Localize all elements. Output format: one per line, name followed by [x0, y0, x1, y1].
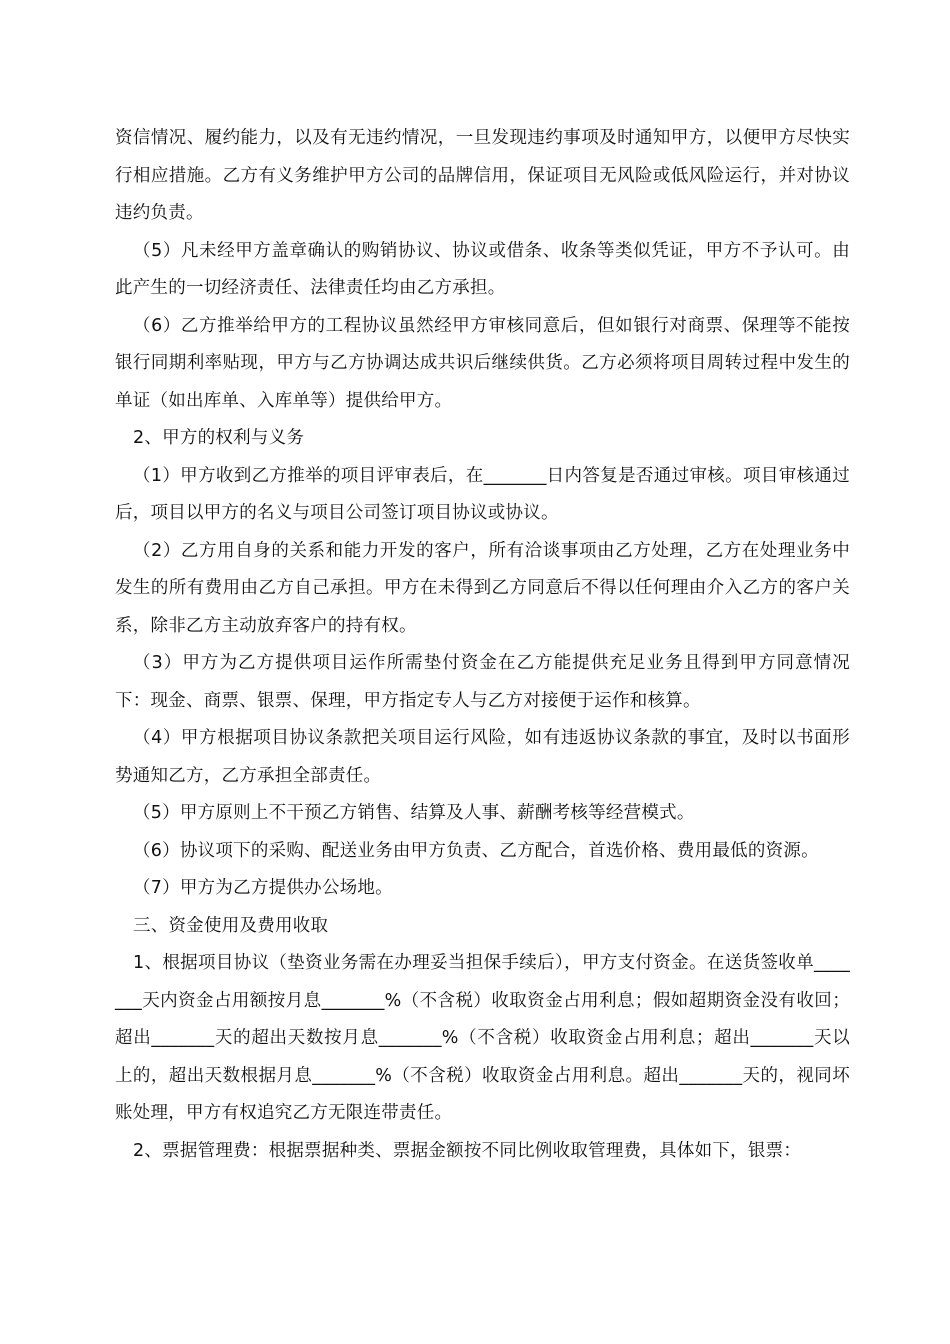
- paragraph-credit-monitoring: 资信情况、履约能力，以及有无违约情况，一旦发现违约事项及时通知甲方，以便甲方尽快实行相应措施。乙方有义务维护甲方公司的品牌信用，保证项目无风险或低风险运行，并对协议违约负责。: [115, 128, 850, 223]
- paragraph-party-a-item-5: （5）甲方原则上不干预乙方销售、结算及人事、薪酬考核等经营模式。: [133, 803, 695, 823]
- paragraph-funds-item-2: 2、票据管理费：根据票据种类、票据金额按不同比例收取管理费，具体如下，银票：: [133, 1140, 802, 1161]
- paragraph-item-5-unsealed-vouchers: （5）凡未经甲方盖章确认的购销协议、协议或借条、收条等类似凭证，甲方不予认可。由此产生的一切经济责任、法律责任均由乙方承担。: [115, 240, 850, 298]
- paragraph-party-a-item-1: （1）甲方收到乙方推举的项目评审表后，在_______日内答复是否通过审核。项目审核通过后，项目以甲方的名义与项目公司签订项目协议或协议。: [115, 465, 850, 523]
- paragraph-party-a-item-3: （3）甲方为乙方提供项目运作所需垫付资金在乙方能提供充足业务且得到甲方同意情况下：现金、商票、银票、保理，甲方指定专人与乙方对接便于运作和核算。: [115, 653, 850, 711]
- paragraph-party-a-item-6: （6）协议项下的采购、配送业务由甲方负责、乙方配合，首选价格、费用最低的资源。: [133, 840, 819, 861]
- paragraph-item-6-project-agreement: （6）乙方推举给甲方的工程协议虽然经甲方审核同意后，但如银行对商票、保理等不能按银行同期利率贴现，甲方与乙方协调达成共识后继续供货。乙方必须将项目周转过程中发生的单证（如出库单、入库单等）提供给甲方。: [115, 315, 850, 411]
- paragraph-party-a-item-2: （2）乙方用自身的关系和能力开发的客户，所有洽谈事项由乙方处理，乙方在处理业务中发生的所有费用由乙方自己承担。甲方在未得到乙方同意后不得以任何理由介入乙方的客户关系，除非乙方主动放弃客户的持有权。: [115, 540, 850, 636]
- section-heading-funds-and-fees: 三、资金使用及费用收取: [133, 915, 329, 936]
- section-heading-party-a-rights: 2、甲方的权利与义务: [133, 428, 305, 448]
- paragraph-party-a-item-4: （4）甲方根据项目协议条款把关项目运行风险，如有违返协议条款的事宜，及时以书面形势通知乙方，乙方承担全部责任。: [115, 728, 850, 786]
- document-body: [115, 120, 850, 1170]
- paragraph-funds-item-1: 1、根据项目协议（垫资业务需在办理妥当担保手续后），甲方支付资金。在送货签收单_______天内资金占用额按月息_______%（不含税）收取资金占用利息；假如超期资金没有收回；超出_______天的超出天数按月息_______%（不含税）收取资金占用利息；超出_______天以上的，超出天数根据月息_______%（不含税）收取资金占用利息。超出_______天的，视同坏账处理，甲方有权追究乙方无限连带责任。: [115, 953, 850, 1123]
- paragraph-party-a-item-7: （7）甲方为乙方提供办公场地。: [133, 878, 393, 898]
